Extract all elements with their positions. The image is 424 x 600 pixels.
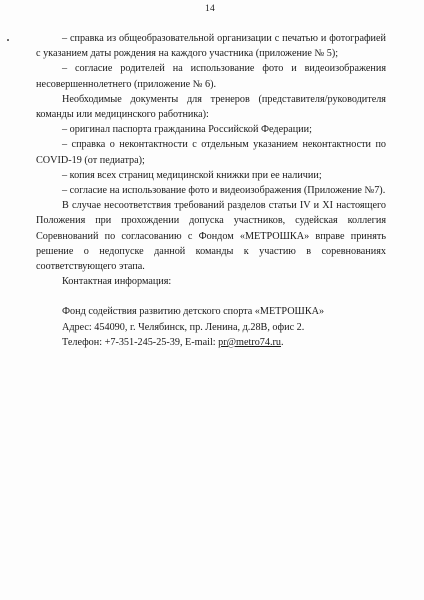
contact-address: Адрес: 454090, г. Челябинск, пр. Ленина, д.28В, офис 2. (62, 321, 305, 333)
page-number: 14 (204, 4, 216, 14)
paragraph-noncontact-certificate: – справка о неконтактности с отдельным указанием неконтактности по COVID-19 (от педиатра); (36, 139, 386, 166)
contact-email-suffix: . (281, 336, 284, 348)
paragraph-parent-consent: – согласие родителей на использование фото и видеоизображения несовершеннолетнего (приложение № 6). (36, 63, 386, 90)
contact-email-link[interactable]: pr@metro74.ru (218, 336, 282, 348)
paragraph-trainer-documents: Необходимые документы для тренеров (представителя/руководителя команды или медицинского работника): (36, 93, 386, 121)
paragraph-noncompliance: В случае несоответствия требований разделов статьи IV и XI настоящего Положения при прохождении допуска участников, судейская коллегия Соревнований по согласованию с Фондом «МЕТРОШКА» вправе принять решение о недопуске данной команды к участию в соревнованиях соответствующего этапа. (36, 200, 386, 273)
contact-block (36, 304, 386, 350)
spacer (36, 289, 386, 304)
contact-organization: Фонд содействия развитию детского спорта «МЕТРОШКА» (62, 306, 325, 318)
contact-phone: Телефон: +7-351-245-25-39, E-mail: (62, 336, 219, 348)
scan-mark (7, 39, 9, 41)
document-body (36, 31, 386, 350)
paragraph-photo-consent: – согласие на использование фото и видеоизображения (Приложение №7). (62, 185, 386, 197)
paragraph-medical-book: – копия всех страниц медицинской книжки при ее наличии; (62, 169, 322, 181)
paragraph-contact-heading: Контактная информация: (62, 276, 172, 288)
paragraph-passport: – оригинал паспорта гражданина Российской Федерации; (62, 124, 312, 136)
paragraph-school-certificate: – справка из общеобразовательной организации с печатью и фотографией с указанием даты рождения на каждого участника (приложение № 5); (36, 33, 386, 60)
contact-phone-email (36, 335, 386, 350)
